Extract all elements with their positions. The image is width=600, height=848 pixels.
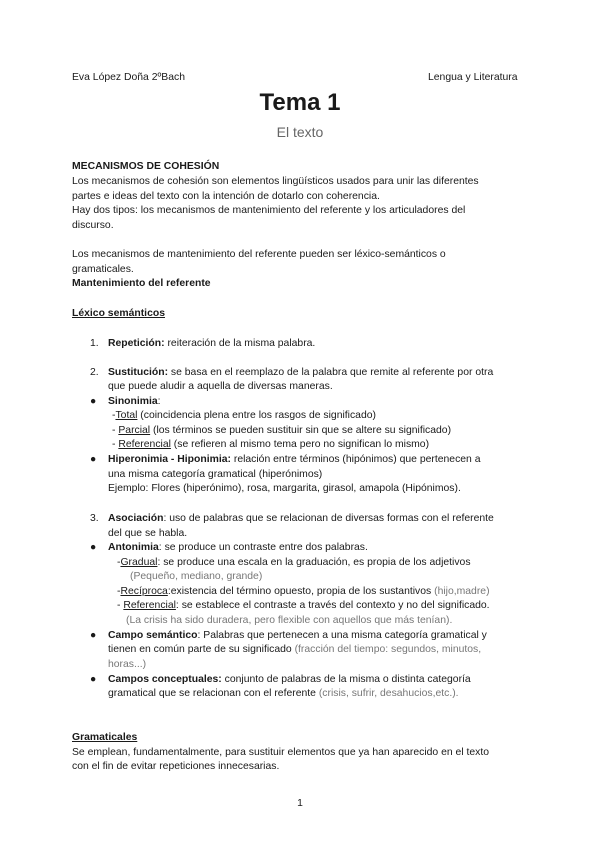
bullet-item: [108, 673, 471, 688]
definition: gramatical que se relacionan con el referente: [108, 688, 316, 699]
definition: :existencia del término opuesto, propia de los sustantivos: [167, 586, 432, 597]
list-number: 3.: [90, 513, 99, 524]
dash: -: [117, 600, 124, 611]
dash: -: [112, 439, 119, 450]
dash: -: [112, 410, 116, 421]
dash: -: [117, 586, 121, 597]
example-line: horas...): [108, 659, 147, 670]
dash: -: [112, 425, 119, 436]
example: (hijo,madre): [431, 586, 490, 597]
intro-line: Los mecanismos de cohesión son elementos lingüísticos usados para unir las diferentes: [72, 176, 479, 187]
sub-item: [112, 409, 376, 424]
definition: conjunto de palabras de la misma o distinta categoría: [221, 674, 471, 685]
bullet: ●: [90, 454, 97, 465]
term: Recíproca: [120, 586, 168, 597]
term: Sustitución:: [108, 367, 169, 378]
term: Antonimia: [108, 542, 159, 553]
list-number: 1.: [90, 338, 99, 349]
colon: :: [157, 396, 161, 407]
example-line: (Pequeño, mediano, grande): [130, 571, 263, 582]
term: Referencial: [118, 439, 171, 450]
definition: : se produce una escala en la graduación, es propia de los adjetivos: [157, 557, 471, 568]
maint-line: Los mecanismos de mantenimiento del referente pueden ser léxico-semánticos o: [72, 249, 446, 260]
definition: : se produce un contraste entre dos palabras.: [158, 542, 368, 553]
list-item: [108, 337, 315, 352]
list-item-continued: que puede aludir a aquella de diversas maneras.: [108, 381, 333, 392]
term: Hiperonimia - Hiponimia:: [108, 454, 231, 465]
intro-line: discurso.: [72, 220, 114, 231]
bullet-item-continued: [108, 687, 459, 702]
term: Parcial: [118, 425, 151, 436]
bullet-item: [108, 541, 368, 556]
definition: reiteración de la misma palabra.: [164, 338, 316, 349]
definition: : uso de palabras que se relacionan de diversas formas con el referente: [163, 513, 494, 524]
sub-item: [112, 424, 451, 439]
intro-line: Hay dos tipos: los mecanismos de mantenimiento del referente y los articuladores del: [72, 205, 466, 216]
page-subtitle: El texto: [276, 124, 324, 140]
term: Repetición:: [108, 338, 165, 349]
sub-item: [117, 585, 490, 600]
term: Total: [115, 410, 138, 421]
section-heading-cohesion: MECANISMOS DE COHESIÓN: [72, 161, 220, 172]
list-number: 2.: [90, 367, 99, 378]
bullet-item-continued: [108, 643, 481, 658]
example: (crisis, sufrir, desahucios,etc.).: [315, 688, 459, 699]
bullet: ●: [90, 674, 97, 685]
definition: (se refieren al mismo tema pero no significan lo mismo): [170, 439, 430, 450]
bullet-item: [108, 395, 161, 410]
lexico-heading: Léxico semánticos: [72, 308, 165, 319]
gramaticales-heading: Gramaticales: [72, 732, 138, 743]
sub-item: [117, 556, 471, 571]
example-line: (La crisis ha sido duradera, pero flexible con aquellos que más tenían).: [126, 615, 453, 626]
bullet: ●: [90, 396, 97, 407]
maint-line: gramaticales.: [72, 264, 134, 275]
gramaticales-line: Se emplean, fundamentalmente, para sustituir elementos que ya han aparecido en el texto: [72, 747, 490, 758]
definition: tienen en común parte de su significado: [108, 644, 292, 655]
term: Campo semántico: [108, 630, 198, 641]
bullet-item-continued: una misma categoría gramatical (hiperónimos): [108, 469, 323, 480]
dash: -: [117, 557, 121, 568]
sub-item: [117, 599, 490, 614]
term: Asociación: [108, 513, 164, 524]
definition: : se establece el contraste a través del contexto y no del significado.: [175, 600, 490, 611]
term: Referencial: [123, 600, 176, 611]
header-subject: Lengua y Literatura: [428, 72, 518, 83]
example-line: Ejemplo: Flores (hiperónimo), rosa, margarita, girasol, amapola (Hipónimos).: [108, 483, 461, 494]
definition: : Palabras que pertenecen a una misma categoría gramatical y: [197, 630, 487, 641]
header-author: Eva López Doña 2ºBach: [72, 72, 185, 83]
definition: relación entre términos (hipónimos) que pertenecen a: [230, 454, 481, 465]
list-item: [108, 512, 494, 527]
term: Sinonimia: [108, 396, 158, 407]
list-item-continued: del que se habla.: [108, 528, 188, 539]
term: Campos conceptuales:: [108, 674, 222, 685]
bullet-item: [108, 453, 480, 468]
sub-item: [112, 438, 429, 453]
definition: (los términos se pueden sustituir sin que se altere su significado): [150, 425, 452, 436]
bullet: ●: [90, 630, 97, 641]
term: Gradual: [120, 557, 158, 568]
gramaticales-line: con el fin de evitar repeticiones innecesarias.: [72, 761, 280, 772]
definition: se basa en el reemplazo de la palabra que remite al referente por otra: [168, 367, 494, 378]
example: (fracción del tiempo: segundos, minutos,: [291, 644, 482, 655]
maint-heading: Mantenimiento del referente: [72, 278, 211, 289]
definition: (coincidencia plena entre los rasgos de significado): [137, 410, 376, 421]
bullet-item: [108, 629, 487, 644]
page-number: 1: [297, 798, 303, 809]
list-item: [108, 366, 493, 381]
intro-line: partes e ideas del texto con la intención de dotarlo con coherencia.: [72, 191, 380, 202]
bullet: ●: [90, 542, 97, 553]
page-title: Tema 1: [259, 89, 341, 116]
